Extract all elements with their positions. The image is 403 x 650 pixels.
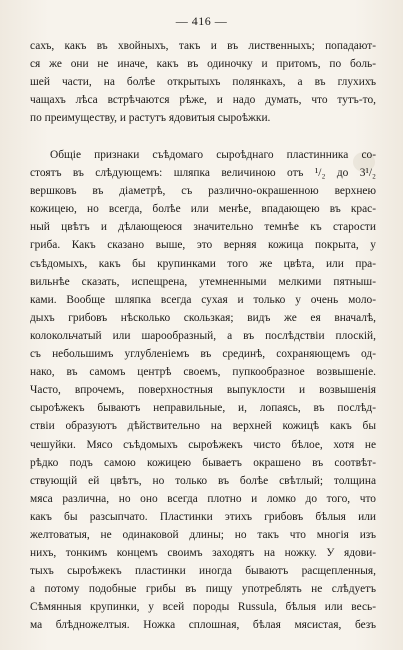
text-line: рѣдко подъ самою кожицею бываетъ окрашено въ соотвѣт- <box>30 456 376 469</box>
text-line: ствіи образуютъ дѣйствительно на верхней кожицѣ какъ бы <box>30 420 376 433</box>
text-line: ный цвѣтъ и дѣлающеюся значительно темнѣе къ старости <box>30 221 376 234</box>
text-line: чешуйки. Мясо съѣдомыхъ сыроѣжекъ чисто бѣлое, хотя не <box>30 438 376 451</box>
text-line: ками. Вообще шляпка всегда сухая и только у очень моло- <box>30 293 376 306</box>
text-line: сыроѣжекъ бываютъ неправильные, и, лопаясь, въ послѣд- <box>30 402 376 415</box>
text-line: вильнѣе сказать, испещрена, утемненными мелкими пятныш- <box>30 275 376 288</box>
text-line: тыхъ сыроѣжекъ пластинки иногда бываютъ расщепленныя, <box>30 565 376 578</box>
text-line: по преимуществу, и растутъ ядовитыя сыроѣжки. <box>30 112 271 125</box>
text-line: Часто, впрочемъ, поверхностныя выпуклости и возвышенія <box>30 384 376 397</box>
paragraph-edible-features <box>30 146 376 635</box>
text-line: шей части, на болѣе открытыхъ полянкахъ, а въ глухихъ <box>30 76 376 89</box>
text-line: дыхъ грибовъ нѣсколько скользкая; видъ же ея вначалѣ, <box>30 311 376 324</box>
text-line: а потому подобные грибы въ пищу употреблять не слѣдуетъ <box>30 583 376 596</box>
text-line: Общіе признаки съѣдомаго сыроѣднаго пластинника со- <box>50 149 376 161</box>
text-line: ма блѣдножелтыя. Ножка сплошная, бѣлая мясистая, безъ <box>30 619 376 632</box>
text-line: желтоватыя, не одинаковой длины; но такъ что многія изъ <box>30 528 376 541</box>
text-line: нихъ, тонкимъ концемъ своимъ заходятъ на ножку. У ядови- <box>30 547 376 560</box>
text-line: мяса различна, но оно всегда плотно и ломко до того, что <box>30 492 376 505</box>
page-number: — 416 — <box>175 14 228 28</box>
text-line: съѣдомыхъ, какъ бы крупинками того же цвѣта, или пра- <box>30 257 376 270</box>
text-line: сахъ, какъ въ хвойныхъ, такъ и въ лиственныхъ; попадают- <box>30 40 376 52</box>
text-line: Сѣмянныя крупинки, у всей породы Russula, бѣлыя или весь- <box>30 601 376 614</box>
text-line: вершковъ въ діаметрѣ, съ различно-окрашенною верхнею <box>30 185 376 198</box>
text-line: какъ бы разсыпчато. Пластинки этихъ грибовъ бѣлыя или <box>30 510 376 523</box>
text-line: гриба. Какъ сказано выше, это верняя кожица покрыта, у <box>30 239 376 252</box>
paragraph-continuation <box>30 37 376 127</box>
text-line: кожицею, но всегда, болѣе или менѣе, впадающею въ крас- <box>30 203 376 216</box>
text-line: съ небольшимъ углубленіемъ въ срединѣ, сохраняющемъ од- <box>30 348 376 361</box>
text-line: ся же они не иначе, какъ въ одиночку и притомъ, по боль- <box>30 58 376 71</box>
text-line: нако, въ самомъ центрѣ своемъ, пупкообразное возвышеніе. <box>30 366 376 379</box>
text-line: ствующій ей цвѣтъ, но только въ болѣе свѣтлый; толщина <box>30 474 376 487</box>
text-line: чащахъ лѣса встрѣчаются рѣже, и надо думать, что тутъ-то, <box>30 94 376 107</box>
text-line: стоятъ въ слѣдующемъ: шляпка величиною отъ ¹/₂ до 3¹/₂ <box>30 167 376 180</box>
text-line: колокольчатый или шарообразный, а въ послѣдствіи плоскій, <box>30 329 376 342</box>
